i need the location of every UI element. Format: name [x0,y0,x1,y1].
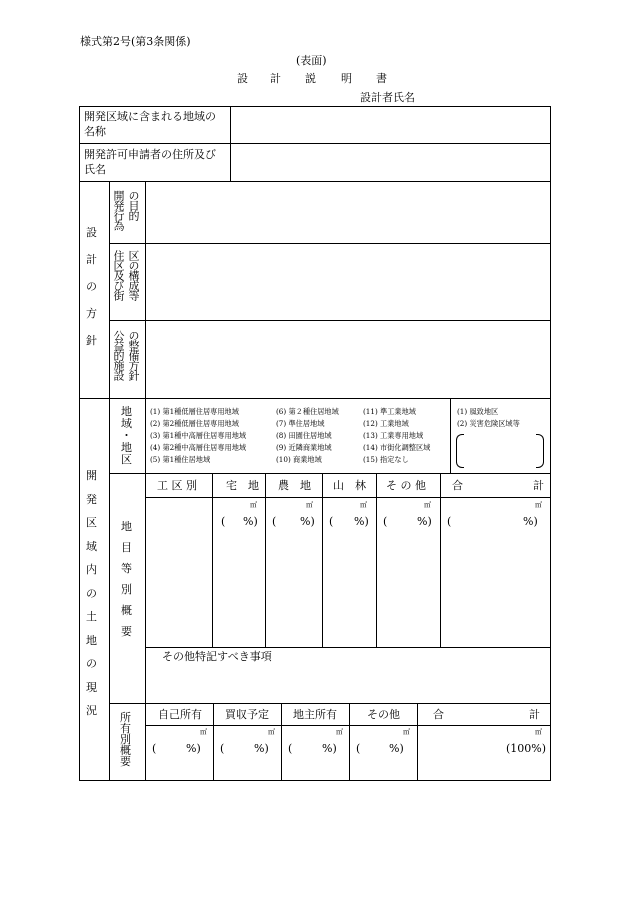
side-label: (表面) [296,54,327,67]
header-forest: 山 林 [333,479,366,492]
header-farmland: 農 地 [278,479,311,492]
applicant-label-l1: 開発許可申請者の住所及び [84,148,216,161]
zone-item[interactable]: (3) 第1種中高層住居専用地域 [150,431,247,440]
zone-item[interactable]: (6) 第２種住居地域 [276,407,339,416]
header-own-total-1: 合 [433,708,444,721]
title-char: 設 [237,72,248,85]
header-residential: 宅 地 [226,479,259,492]
applicant-field[interactable] [231,144,549,180]
zone-item[interactable]: (13) 工業専用地域 [363,431,424,440]
public-facility-field[interactable] [146,321,550,398]
header-other: そ の 他 [386,479,426,492]
zone-item[interactable]: (5) 第1種住居地域 [150,455,211,464]
title-char: 説 [305,72,316,85]
header-own-other: その他 [367,708,400,721]
applicant-label-l2: 氏名 [84,163,106,176]
zone-item[interactable]: (1) 風致地区 [457,407,499,416]
zone-item[interactable]: (2) 災害危険区域等 [457,419,520,428]
form-number: 様式第2号(第3条関係) [80,35,191,48]
zone-item[interactable]: (8) 田園住居地域 [276,431,332,440]
land-category-label: 地 目 等 別 概 要 [121,520,132,638]
district-bracket[interactable] [456,434,544,468]
header-own-total-2: 計 [529,708,540,721]
zone-item[interactable]: (4) 第2種中高層住居専用地域 [150,443,247,452]
zone-label: 地 域 ・ 地 区 [121,405,132,466]
zone-item[interactable]: (2) 第2種低層住居専用地域 [150,419,239,428]
zone-item[interactable]: (12) 工業地域 [363,419,409,428]
zone-item[interactable]: (7) 準住居地域 [276,419,325,428]
purpose-field[interactable] [146,182,550,243]
other-notes-field[interactable] [146,666,550,702]
cell-district[interactable] [146,498,212,646]
zone-item[interactable]: (9) 近隣商業地域 [276,443,332,452]
area-name-label-l1: 開発区域に含まれる地域の [84,110,216,123]
header-district: 工 区 別 [157,479,197,492]
designer-name-label: 設計者氏名 [360,91,415,104]
header-total-1: 合 [452,479,463,492]
structure-field[interactable] [146,244,550,320]
zone-item[interactable]: (1) 第1種低層住居専用地域 [150,407,239,416]
header-purchase-planned: 買収予定 [225,708,269,721]
zone-item[interactable]: (14) 市街化調整区域 [363,443,431,452]
ownership-label: 所 有 別 概 要 [120,711,131,768]
design-policy-label: 設 計 の 方 針 [86,226,97,347]
area-name-label-l2: 名称 [84,125,106,138]
header-self-owned: 自己所有 [158,708,202,721]
other-notes-label: その他特記すべき事項 [162,650,272,663]
title-char: 計 [270,72,281,85]
zone-item[interactable]: (10) 商業地域 [276,455,322,464]
title-char: 明 [341,72,352,85]
header-landowner: 地主所有 [293,708,337,721]
area-name-field[interactable] [231,107,549,143]
zone-item[interactable]: (15) 指定なし [363,455,409,464]
title-char: 書 [376,72,387,85]
header-total-2: 計 [533,479,544,492]
zone-item[interactable]: (11) 準工業地域 [363,407,416,416]
current-state-label: 開 発 区 域 内 の 土 地 の 現 況 [86,469,97,717]
